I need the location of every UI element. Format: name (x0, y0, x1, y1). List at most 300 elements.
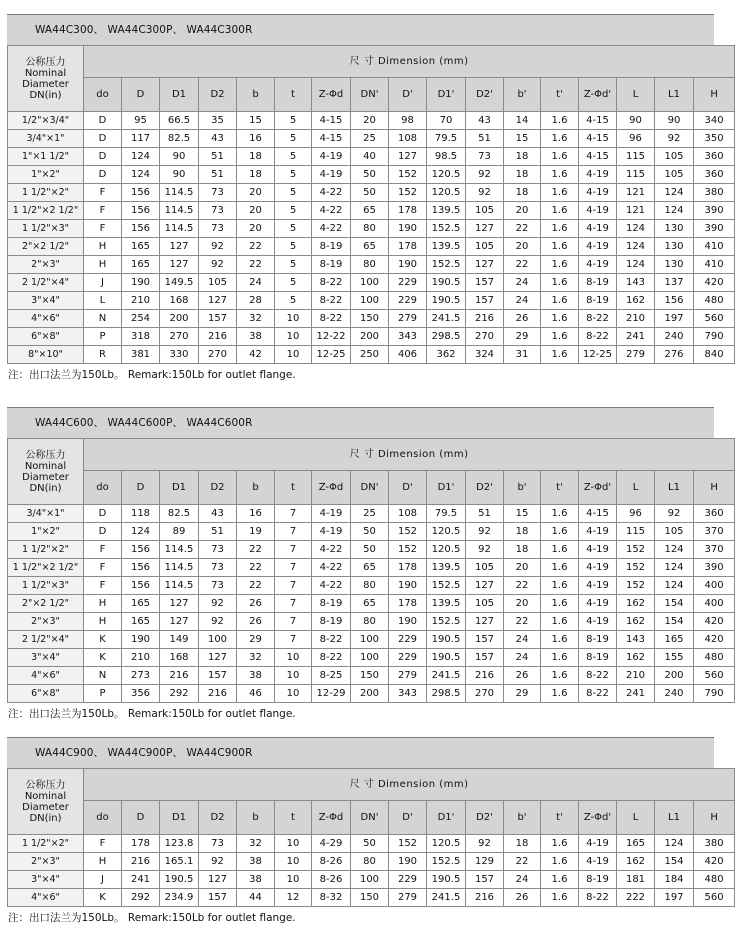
table-cell: 254 (122, 310, 160, 328)
table-cell: 4-19 (312, 148, 351, 166)
table-cell: 200 (655, 667, 694, 685)
table-cell: 178 (389, 238, 427, 256)
table-cell: 114.5 (160, 220, 199, 238)
size-cell: 2"×2 1/2" (8, 238, 84, 256)
table-cell: 270 (466, 685, 504, 703)
table-cell: 46 (237, 685, 275, 703)
table-row (8, 112, 735, 130)
nominal-header-line: DN(in) (29, 812, 62, 824)
table-cell: 4-19 (579, 835, 617, 853)
table-row (8, 853, 735, 871)
table-cell: 5 (275, 148, 312, 166)
table-cell: 279 (389, 667, 427, 685)
table-row (8, 274, 735, 292)
table-cell: 1.6 (541, 523, 579, 541)
table-cell: 5 (275, 166, 312, 184)
table-cell: 73 (466, 148, 504, 166)
remark-note: 注：出口法兰为150Lb。 Remark:150Lb for outlet flange. (8, 912, 296, 924)
table-cell: 420 (694, 631, 735, 649)
table-cell: R (84, 346, 122, 364)
table-cell: 240 (655, 328, 694, 346)
column-header: H (694, 78, 735, 112)
table-cell: F (84, 541, 122, 559)
table-cell: 184 (655, 871, 694, 889)
table-cell: 150 (351, 889, 389, 907)
table-cell: 162 (617, 595, 655, 613)
table-cell: 100 (351, 649, 389, 667)
column-header: L (617, 78, 655, 112)
table-cell: 343 (389, 685, 427, 703)
table-cell: 105 (466, 238, 504, 256)
table-cell: 350 (694, 130, 735, 148)
column-header: do (84, 471, 122, 505)
table-cell: 108 (389, 130, 427, 148)
table-row (8, 613, 735, 631)
table-cell: 20 (504, 595, 541, 613)
nominal-header-line: 公称压力 (25, 56, 66, 68)
table-cell: 8-26 (312, 871, 351, 889)
table-cell: 250 (351, 346, 389, 364)
table-cell: 127 (199, 649, 237, 667)
table-cell: 480 (694, 649, 735, 667)
table-cell: 1.6 (541, 112, 579, 130)
table-cell: 10 (275, 685, 312, 703)
table-cell: 229 (389, 274, 427, 292)
table-cell: 92 (466, 541, 504, 559)
size-cell: 3"×4" (8, 871, 84, 889)
table-cell: 127 (389, 148, 427, 166)
table-cell: 96 (617, 505, 655, 523)
nominal-header-line: 公称压力 (25, 449, 66, 461)
remark-note: 注：出口法兰为150Lb。 Remark:150Lb for outlet flange. (8, 708, 296, 720)
table-cell: 190 (389, 577, 427, 595)
table-cell: N (84, 667, 122, 685)
table-cell: 114.5 (160, 577, 199, 595)
table-cell: 4-19 (579, 595, 617, 613)
table-cell: 24 (237, 274, 275, 292)
table-cell: 22 (504, 577, 541, 595)
table-cell: 165.1 (160, 853, 199, 871)
table-cell: 22 (504, 256, 541, 274)
table-cell: 560 (694, 889, 735, 907)
table-cell: 1.6 (541, 613, 579, 631)
size-cell: 1 1/2"×2" (8, 541, 84, 559)
table-cell: 43 (466, 112, 504, 130)
table-row (8, 505, 735, 523)
column-header: Z-Φd' (579, 471, 617, 505)
table-cell: 20 (504, 202, 541, 220)
size-cell: 3/4"×1" (8, 505, 84, 523)
table-cell: 43 (199, 130, 237, 148)
table-cell: 292 (122, 889, 160, 907)
table-cell: 190.5 (427, 631, 466, 649)
table-cell: 154 (655, 853, 694, 871)
table-cell: 168 (160, 649, 199, 667)
table-cell: 4-19 (579, 166, 617, 184)
table-cell: 210 (122, 649, 160, 667)
table-cell: 38 (237, 328, 275, 346)
table-cell: 8-19 (312, 595, 351, 613)
table-cell: 318 (122, 328, 160, 346)
table-cell: 127 (160, 238, 199, 256)
table-cell: 190.5 (427, 649, 466, 667)
column-header: t (275, 471, 312, 505)
table-row (8, 871, 735, 889)
table-cell: 32 (237, 649, 275, 667)
table-cell: 229 (389, 292, 427, 310)
table-cell: 26 (504, 667, 541, 685)
table-cell: D (84, 112, 122, 130)
table-cell: 124 (122, 523, 160, 541)
table-cell: 120.5 (427, 835, 466, 853)
table-cell: 157 (466, 871, 504, 889)
table-cell: 1.6 (541, 346, 579, 364)
column-header: Z-Φd' (579, 78, 617, 112)
size-cell: 1 1/2"×2" (8, 184, 84, 202)
table-cell: 92 (466, 166, 504, 184)
table-cell: 10 (275, 328, 312, 346)
table-cell: 216 (466, 889, 504, 907)
table-cell: 12 (275, 889, 312, 907)
table-cell: 157 (466, 292, 504, 310)
size-cell: 4"×6" (8, 310, 84, 328)
column-header: D1' (427, 78, 466, 112)
table-cell: 51 (199, 523, 237, 541)
table-cell: 420 (694, 274, 735, 292)
table-cell: 157 (199, 889, 237, 907)
table-cell: 114.5 (160, 202, 199, 220)
nominal-diameter-header (8, 439, 84, 505)
spec-section (7, 14, 724, 386)
table-cell: 65 (351, 595, 389, 613)
table-cell: 4-19 (579, 256, 617, 274)
table-cell: 270 (199, 346, 237, 364)
table-row (8, 577, 735, 595)
table-cell: 22 (237, 256, 275, 274)
table-cell: 124 (655, 202, 694, 220)
table-cell: 117 (122, 130, 160, 148)
size-cell: 1 1/2"×3" (8, 577, 84, 595)
table-cell: 190 (389, 220, 427, 238)
table-row (8, 649, 735, 667)
table-cell: 7 (275, 577, 312, 595)
table-cell: 8-22 (579, 667, 617, 685)
table-cell: 124 (617, 256, 655, 274)
table-cell: 98.5 (427, 148, 466, 166)
table-cell: 79.5 (427, 130, 466, 148)
table-cell: 4-19 (312, 523, 351, 541)
table-cell: 29 (237, 631, 275, 649)
column-header: D1' (427, 471, 466, 505)
table-cell: 124 (655, 577, 694, 595)
table-cell: 410 (694, 256, 735, 274)
table-row (8, 202, 735, 220)
table-cell: F (84, 220, 122, 238)
table-cell: 152 (389, 523, 427, 541)
column-header: D' (389, 471, 427, 505)
table-cell: 7 (275, 631, 312, 649)
table-cell: 216 (199, 685, 237, 703)
table-cell: 5 (275, 292, 312, 310)
table-cell: 127 (160, 613, 199, 631)
table-cell: 44 (237, 889, 275, 907)
table-cell: 120.5 (427, 184, 466, 202)
table-cell: 190 (389, 853, 427, 871)
table-cell: 790 (694, 328, 735, 346)
spec-section (7, 737, 724, 929)
table-cell: 229 (389, 631, 427, 649)
column-header: DN' (351, 801, 389, 835)
table-cell: 80 (351, 577, 389, 595)
column-header: DN' (351, 78, 389, 112)
table-cell: 1.6 (541, 220, 579, 238)
table-cell: 7 (275, 505, 312, 523)
table-cell: 92 (466, 835, 504, 853)
table-cell: 1.6 (541, 328, 579, 346)
table-cell: 73 (199, 559, 237, 577)
size-cell: 2"×3" (8, 256, 84, 274)
table-cell: 137 (655, 274, 694, 292)
table-cell: 115 (617, 148, 655, 166)
table-cell: 8-19 (579, 871, 617, 889)
table-cell: 8-19 (579, 649, 617, 667)
dimension-table (7, 438, 735, 703)
size-cell: 4"×6" (8, 889, 84, 907)
table-cell: 92 (466, 184, 504, 202)
size-cell: 2 1/2"×4" (8, 631, 84, 649)
table-cell: 105 (655, 166, 694, 184)
column-header: b (237, 471, 275, 505)
table-cell: 152 (389, 184, 427, 202)
table-cell: 10 (275, 835, 312, 853)
table-cell: 8-19 (312, 238, 351, 256)
table-cell: 234.9 (160, 889, 199, 907)
column-header: L1 (655, 801, 694, 835)
column-header: b' (504, 801, 541, 835)
table-cell: 65 (351, 202, 389, 220)
table-cell: 10 (275, 667, 312, 685)
table-cell: D (84, 130, 122, 148)
table-cell: 279 (389, 889, 427, 907)
table-cell: 165 (617, 835, 655, 853)
table-cell: 51 (466, 505, 504, 523)
table-cell: 129 (466, 853, 504, 871)
table-cell: H (84, 613, 122, 631)
table-cell: 370 (694, 541, 735, 559)
table-cell: 181 (617, 871, 655, 889)
table-row (8, 889, 735, 907)
table-cell: 190.5 (427, 274, 466, 292)
table-cell: 380 (694, 184, 735, 202)
table-cell: 65 (351, 559, 389, 577)
table-cell: 340 (694, 112, 735, 130)
table-cell: 25 (351, 505, 389, 523)
table-cell: 1.6 (541, 310, 579, 328)
column-header: D2 (199, 78, 237, 112)
section-title: WA44C300、 WA44C300P、 WA44C300R (7, 14, 714, 45)
table-cell: 10 (275, 853, 312, 871)
table-cell: L (84, 292, 122, 310)
table-cell: 8-22 (579, 310, 617, 328)
table-cell: 292 (160, 685, 199, 703)
column-header: t' (541, 801, 579, 835)
table-cell: 1.6 (541, 130, 579, 148)
table-cell: 5 (275, 112, 312, 130)
table-cell: 1.6 (541, 577, 579, 595)
table-cell: 120.5 (427, 541, 466, 559)
column-header: t' (541, 471, 579, 505)
table-cell: 1.6 (541, 541, 579, 559)
table-row (8, 148, 735, 166)
table-cell: 4-22 (312, 559, 351, 577)
table-cell: 4-19 (579, 853, 617, 871)
table-cell: 4-15 (579, 148, 617, 166)
table-cell: 29 (504, 685, 541, 703)
table-cell: 51 (199, 148, 237, 166)
size-cell: 2 1/2"×4" (8, 274, 84, 292)
table-cell: 100 (351, 274, 389, 292)
table-cell: 157 (466, 274, 504, 292)
column-header: Z-Φd (312, 801, 351, 835)
table-cell: 50 (351, 523, 389, 541)
table-cell: 190.5 (160, 871, 199, 889)
table-cell: 105 (199, 274, 237, 292)
table-cell: 162 (617, 292, 655, 310)
table-cell: 100 (199, 631, 237, 649)
size-cell: 1 1/2"×2 1/2" (8, 559, 84, 577)
table-cell: 65 (351, 238, 389, 256)
table-cell: 1.6 (541, 871, 579, 889)
table-cell: 216 (466, 310, 504, 328)
table-row (8, 328, 735, 346)
table-cell: 152.5 (427, 613, 466, 631)
table-cell: 4-15 (579, 112, 617, 130)
table-cell: 149 (160, 631, 199, 649)
table-cell: 15 (237, 112, 275, 130)
table-cell: 178 (122, 835, 160, 853)
table-cell: 90 (655, 112, 694, 130)
table-cell: 8-19 (579, 274, 617, 292)
table-cell: 150 (351, 667, 389, 685)
table-cell: H (84, 595, 122, 613)
column-header: D1' (427, 801, 466, 835)
table-cell: K (84, 889, 122, 907)
size-cell: 3"×4" (8, 292, 84, 310)
column-header: D' (389, 801, 427, 835)
table-cell: 80 (351, 853, 389, 871)
size-cell: 6"×8" (8, 685, 84, 703)
table-cell: 28 (237, 292, 275, 310)
table-cell: 8-22 (312, 292, 351, 310)
table-cell: 1.6 (541, 202, 579, 220)
table-row (8, 523, 735, 541)
table-cell: 100 (351, 871, 389, 889)
table-cell: 152 (389, 166, 427, 184)
table-cell: 66.5 (160, 112, 199, 130)
table-cell: 80 (351, 613, 389, 631)
table-cell: 200 (351, 685, 389, 703)
table-cell: 90 (160, 166, 199, 184)
table-cell: F (84, 184, 122, 202)
table-cell: 20 (237, 220, 275, 238)
table-cell: 50 (351, 541, 389, 559)
table-cell: 241 (617, 328, 655, 346)
table-cell: 8-22 (312, 649, 351, 667)
table-cell: 362 (427, 346, 466, 364)
table-cell: 38 (237, 871, 275, 889)
table-cell: 18 (504, 541, 541, 559)
table-cell: 178 (389, 559, 427, 577)
table-row (8, 310, 735, 328)
table-cell: 162 (617, 853, 655, 871)
table-cell: 22 (237, 559, 275, 577)
table-cell: 15 (504, 130, 541, 148)
table-cell: 10 (275, 346, 312, 364)
table-cell: 92 (199, 853, 237, 871)
table-cell: 18 (237, 166, 275, 184)
table-cell: 127 (160, 595, 199, 613)
table-cell: 360 (694, 505, 735, 523)
table-cell: F (84, 835, 122, 853)
table-cell: 127 (160, 256, 199, 274)
table-cell: 152 (617, 559, 655, 577)
table-cell: 241 (122, 871, 160, 889)
table-row (8, 292, 735, 310)
table-cell: 8-25 (312, 667, 351, 685)
table-cell: 560 (694, 667, 735, 685)
table-cell: 115 (617, 166, 655, 184)
table-cell: 156 (122, 184, 160, 202)
table-cell: 18 (504, 184, 541, 202)
table-cell: 270 (466, 328, 504, 346)
table-row (8, 667, 735, 685)
table-cell: 124 (655, 541, 694, 559)
table-row (8, 220, 735, 238)
nominal-header-line: 公称压力 (25, 779, 66, 791)
table-cell: 165 (655, 631, 694, 649)
table-cell: 50 (351, 835, 389, 853)
table-cell: 360 (694, 166, 735, 184)
table-cell: 152 (389, 835, 427, 853)
table-cell: 152.5 (427, 220, 466, 238)
table-cell: 92 (199, 595, 237, 613)
table-cell: 80 (351, 256, 389, 274)
table-cell: 210 (617, 667, 655, 685)
table-cell: 162 (617, 649, 655, 667)
table-cell: 127 (466, 577, 504, 595)
table-cell: 24 (504, 631, 541, 649)
table-cell: 20 (237, 202, 275, 220)
table-cell: 1.6 (541, 148, 579, 166)
column-header: H (694, 801, 735, 835)
table-cell: 229 (389, 649, 427, 667)
table-cell: 420 (694, 853, 735, 871)
table-cell: 1.6 (541, 292, 579, 310)
table-cell: 1.6 (541, 256, 579, 274)
table-cell: 16 (237, 505, 275, 523)
table-cell: 73 (199, 184, 237, 202)
table-cell: 197 (655, 310, 694, 328)
table-row (8, 835, 735, 853)
table-row (8, 166, 735, 184)
nominal-header-line: Nominal (24, 460, 67, 472)
table-cell: 22 (504, 613, 541, 631)
table-cell: 73 (199, 835, 237, 853)
table-cell: 115 (617, 523, 655, 541)
table-cell: 216 (466, 667, 504, 685)
table-row (8, 346, 735, 364)
table-cell: 156 (122, 202, 160, 220)
